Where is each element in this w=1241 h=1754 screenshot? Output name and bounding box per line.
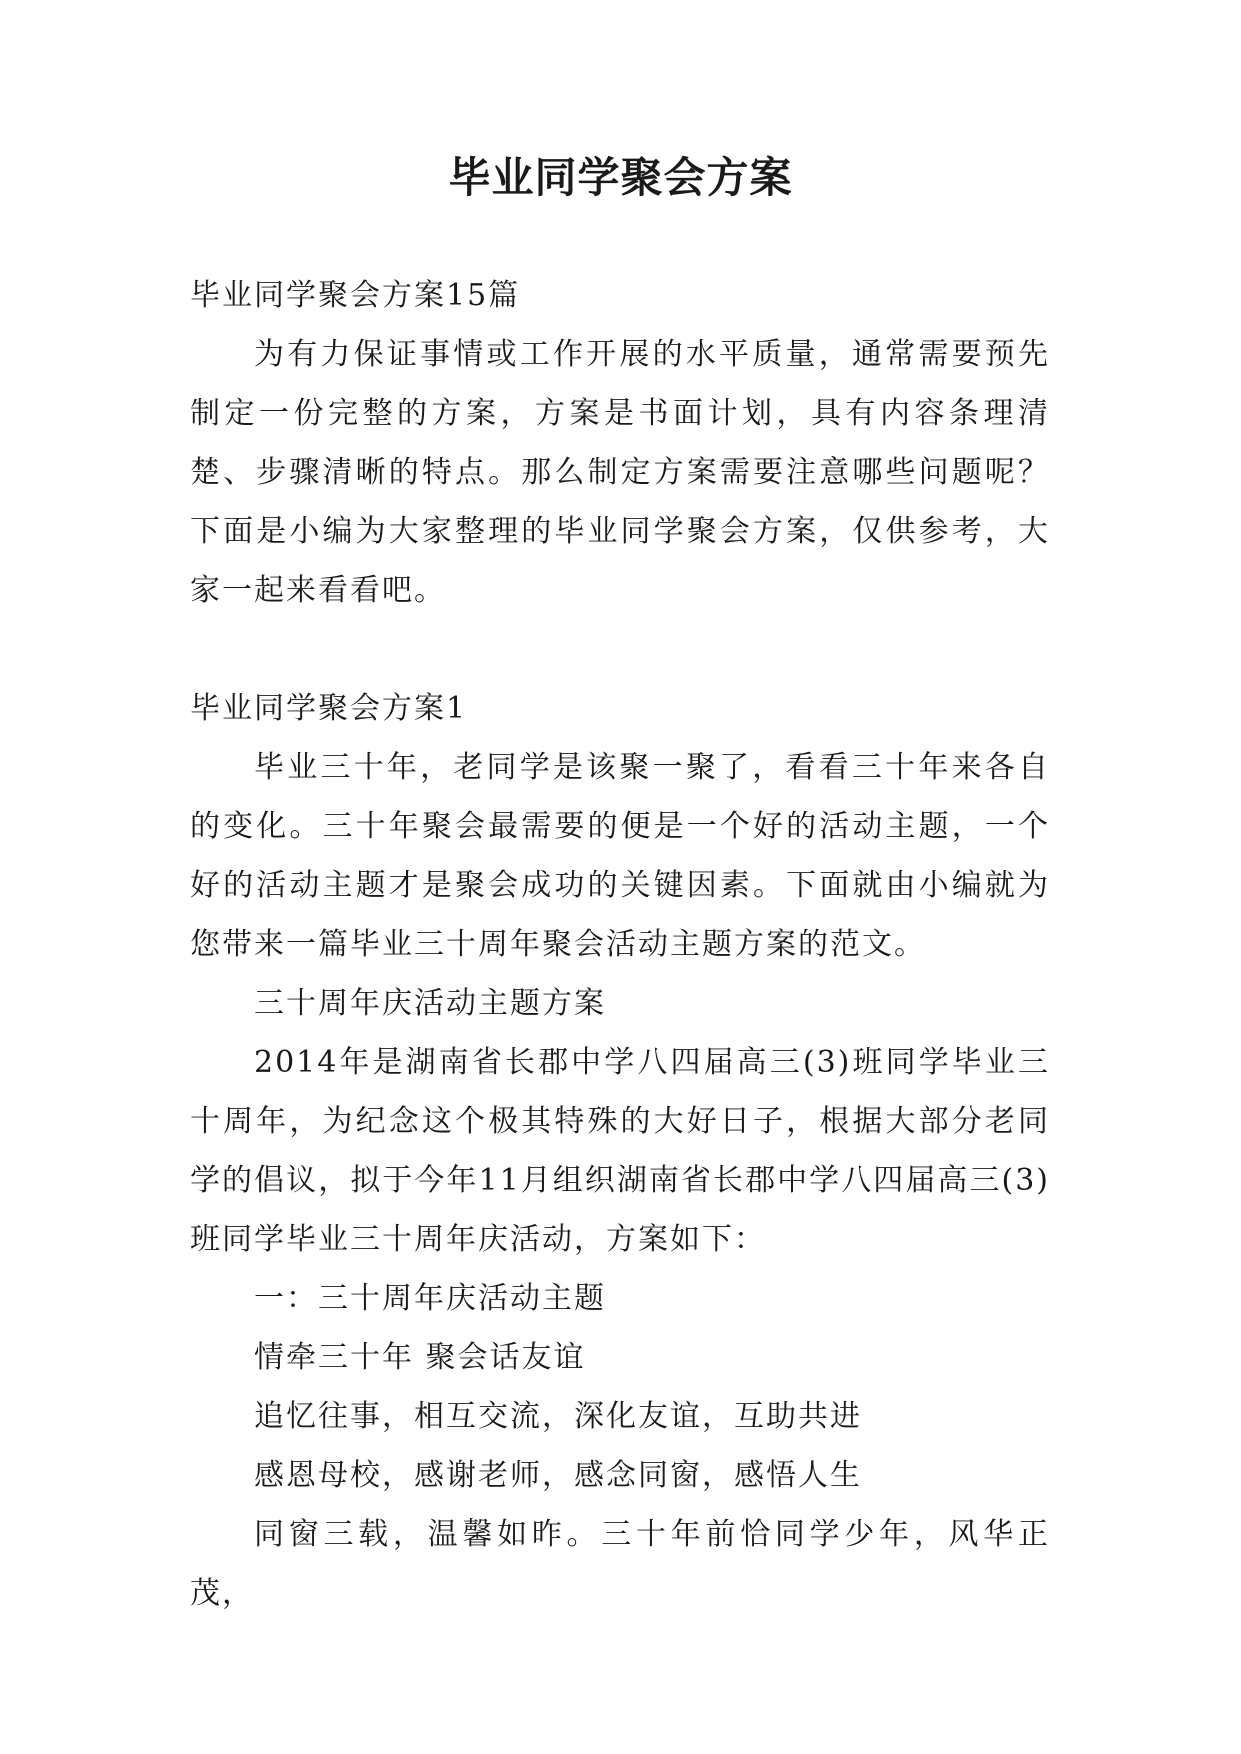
paragraph-spacer	[190, 620, 1050, 679]
document-body	[190, 266, 1050, 1623]
body-paragraph: 感恩母校，感谢老师，感念同窗，感悟人生	[254, 1458, 862, 1493]
body-paragraph: 同窗三载，温馨如昨。三十年前恰同学少年，风华正茂，	[190, 1517, 1050, 1611]
body-paragraph: 追忆往事，相互交流，深化友谊，互助共进	[254, 1399, 862, 1434]
intro-paragraph: 为有力保证事情或工作开展的水平质量，通常需要预先制定一份完整的方案，方案是书面计划，具有内容条理清楚、步骤清晰的特点。那么制定方案需要注意哪些问题呢？下面是小编为大家整理的毕业同学聚会方案，仅供参考，大家一起来看看吧。	[190, 337, 1050, 608]
body-paragraph: 毕业三十年，老同学是该聚一聚了，看看三十年来各自的变化。三十年聚会最需要的便是一个好的活动主题，一个好的活动主题才是聚会成功的关键因素。下面就由小编就为您带来一篇毕业三十周年聚会活动主题方案的范文。	[190, 750, 1050, 962]
body-paragraph: 三十周年庆活动主题方案	[254, 986, 606, 1021]
section-heading: 毕业同学聚会方案1	[190, 691, 468, 726]
body-paragraph: 2014年是湖南省长郡中学八四届高三(3)班同学毕业三十周年，为纪念这个极其特殊的大好日子，根据大部分老同学的倡议，拟于今年11月组织湖南省长郡中学八四届高三(3)班同学毕业三十周年庆活动，方案如下：	[190, 1045, 1050, 1257]
body-paragraph: 情牵三十年 聚会话友谊	[254, 1340, 586, 1375]
document-title: 毕业同学聚会方案	[448, 153, 793, 202]
body-paragraph: 一：三十周年庆活动主题	[254, 1281, 606, 1316]
document-subtitle: 毕业同学聚会方案15篇	[190, 278, 521, 313]
